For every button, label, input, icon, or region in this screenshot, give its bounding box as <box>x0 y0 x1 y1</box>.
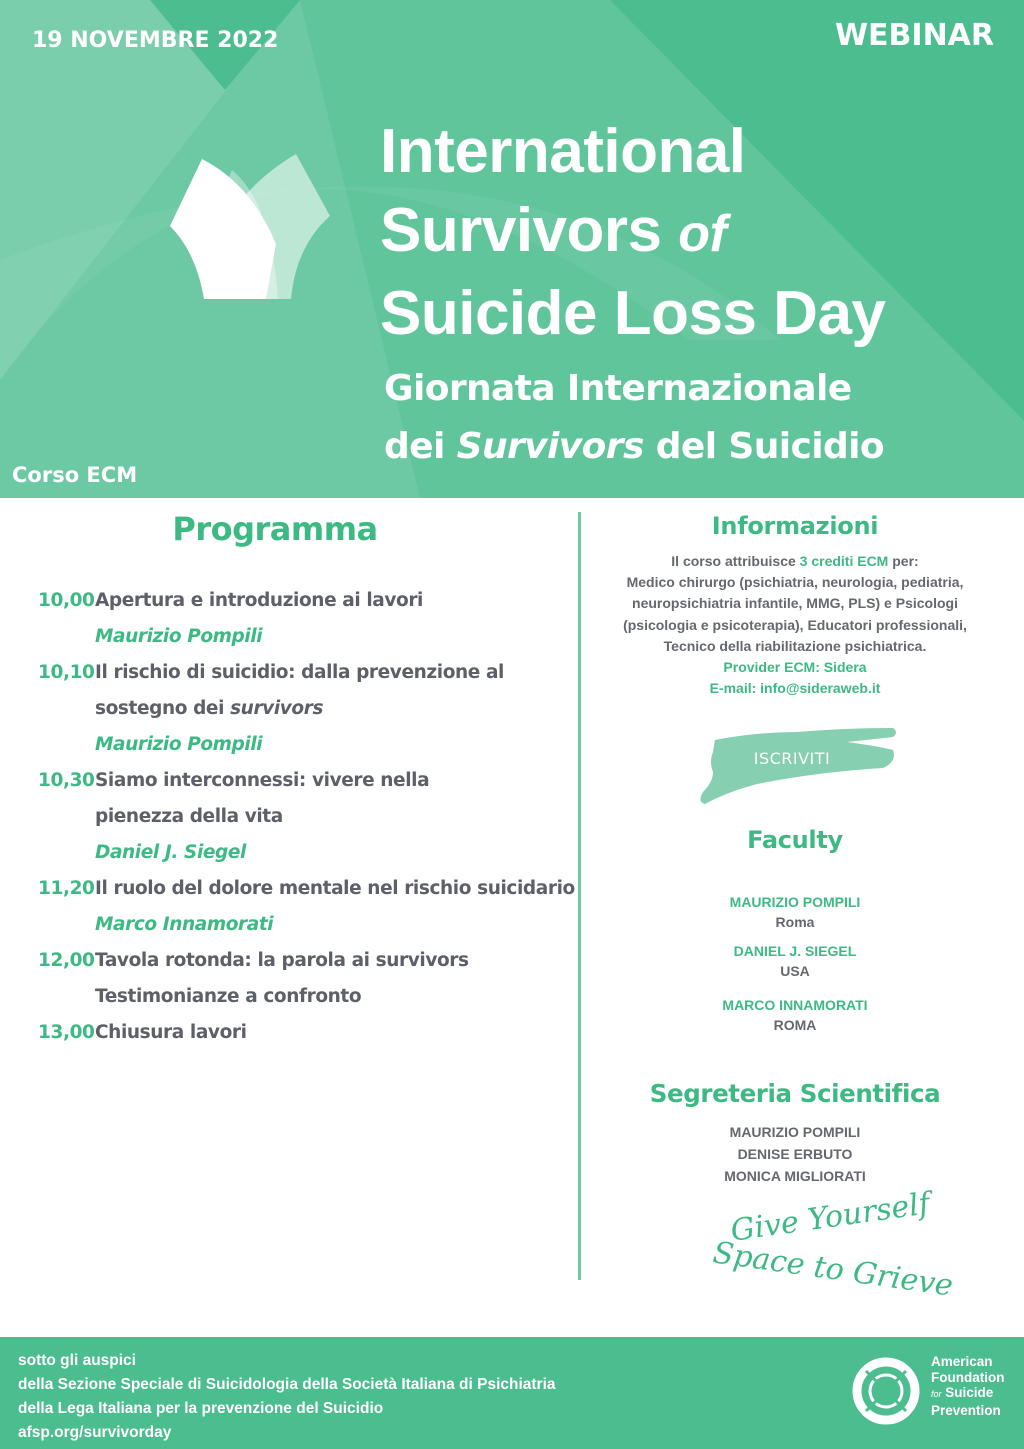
org-suicide: Suicide <box>941 1385 994 1400</box>
footer-line: della Sezione Speciale di Suicidologia della Società Italiana di Psichiatria <box>18 1376 556 1393</box>
program-time: 13,00 <box>38 1022 95 1043</box>
faculty-name: MAURIZIO POMPILI <box>729 894 861 910</box>
info-title: Informazioni <box>711 512 879 540</box>
program-time: 12,00 <box>38 950 95 971</box>
petals-logo-icon <box>166 154 336 304</box>
program-speaker: Marco Innamorati <box>95 914 274 935</box>
info-line: Tecnico della riabilitazione psichiatrica. <box>663 637 927 654</box>
program-item <box>38 655 583 763</box>
program-topic-continued: pienezza della vita <box>95 806 283 827</box>
subtitle-line-1: Giornata Internazionale <box>384 368 852 409</box>
info-text <box>595 551 995 699</box>
secretariat-title: Segreteria Scientifica <box>649 1079 941 1108</box>
secretariat-member: MAURIZIO POMPILI <box>729 1124 861 1140</box>
program-time: 10,30 <box>38 770 95 791</box>
secretariat-list <box>595 1121 995 1187</box>
footer-line: della Lega Italiana per la prevenzione del Suicidio <box>18 1400 384 1417</box>
program-speaker: Daniel J. Siegel <box>95 842 246 863</box>
program-title: Programma <box>172 510 378 548</box>
tagline-line-1: Give Yourself <box>728 1186 932 1249</box>
program-speaker: Maurizio Pompili <box>95 626 263 647</box>
info-line: Medico chirurgo (psichiatria, neurologia, pediatria, <box>626 574 964 591</box>
program-topic: Apertura e introduzione ai lavori <box>95 590 423 611</box>
footer-line: sotto gli auspici <box>18 1352 136 1369</box>
program-topic-text: sostegno dei <box>95 698 231 719</box>
afsp-org-name <box>931 1354 1004 1418</box>
info-line: neuropsichiatria infantile, MMG, PLS) e Psicologi <box>632 595 958 612</box>
title-connector-of: of <box>678 205 727 263</box>
subtitle-post: del Suicidio <box>643 426 884 467</box>
footer <box>0 1337 1024 1449</box>
program-item <box>38 583 583 655</box>
faculty-member <box>595 997 995 1033</box>
event-subtitle <box>384 360 884 476</box>
register-button[interactable] <box>697 722 899 810</box>
course-label: Corso ECM <box>12 463 138 487</box>
program-item <box>38 763 583 871</box>
info-provider: Provider ECM: Sidera <box>723 659 867 676</box>
program-item <box>38 943 583 1015</box>
program-time: 10,00 <box>38 590 95 611</box>
org-line <box>931 1385 1004 1403</box>
tagline-script <box>700 1186 956 1318</box>
program-topic: Tavola rotonda: la parola ai survivors <box>95 950 469 971</box>
subtitle-line-2 <box>384 418 884 476</box>
header-banner <box>0 0 1024 498</box>
faculty-location: Roma <box>775 914 815 930</box>
program-item <box>38 1015 583 1051</box>
faculty-location: ROMA <box>773 1017 817 1033</box>
program-topic: Il ruolo del dolore mentale nel rischio suicidario <box>95 878 575 899</box>
subtitle-pre: dei <box>384 426 457 467</box>
subtitle-italic: Survivors <box>456 426 644 467</box>
footer-patronage <box>18 1349 556 1445</box>
event-title <box>380 112 885 353</box>
org-for: for <box>931 1389 942 1399</box>
program-time: 10,10 <box>38 662 95 683</box>
org-line: Prevention <box>931 1402 1001 1418</box>
program-speaker: Maurizio Pompili <box>95 734 263 755</box>
program-time: 11,20 <box>38 878 95 899</box>
info-intro-text: Il corso attribuisce <box>671 553 800 569</box>
life-ring-icon <box>852 1357 920 1425</box>
faculty-title: Faculty <box>747 826 843 854</box>
column-divider <box>578 512 581 1280</box>
info-credits: 3 crediti ECM <box>799 553 889 569</box>
faculty-member <box>595 943 995 979</box>
title-survivors: Survivors <box>380 196 662 265</box>
org-line: American <box>931 1354 993 1369</box>
secretariat-member: MONICA MIGLIORATI <box>724 1168 866 1184</box>
program-list <box>38 583 583 1051</box>
faculty-name: MARCO INNAMORATI <box>722 997 868 1013</box>
faculty-member <box>595 894 995 930</box>
program-topic: Chiusura lavori <box>95 1022 247 1043</box>
tagline-line-2: Space to Grieve <box>710 1235 956 1304</box>
info-email[interactable]: E-mail: info@sideraweb.it <box>709 680 881 697</box>
program-item <box>38 871 583 943</box>
secretariat-member: DENISE ERBUTO <box>737 1146 853 1162</box>
program-topic-italic: survivors <box>230 698 324 719</box>
program-topic: Siamo interconnessi: vivere nella <box>95 770 430 791</box>
program-topic: Il rischio di suicidio: dalla prevenzione al <box>95 662 504 683</box>
org-line: Foundation <box>931 1369 1005 1385</box>
info-line: (psicologia e psicoterapia), Educatori professionali, <box>623 616 967 633</box>
title-line-1: International <box>380 117 746 186</box>
event-type-label: WEBINAR <box>834 18 994 53</box>
register-button-label: ISCRIVITI <box>753 749 831 768</box>
title-line-3: Suicide Loss Day <box>380 279 886 348</box>
program-topic-continued <box>95 691 583 727</box>
info-credits-line <box>595 551 995 572</box>
faculty-name: DANIEL J. SIEGEL <box>733 943 857 959</box>
event-date: 19 NOVEMBRE 2022 <box>32 28 279 53</box>
faculty-location: USA <box>780 963 810 979</box>
footer-website-link[interactable]: afsp.org/survivorday <box>18 1424 172 1441</box>
title-line-2 <box>380 191 885 274</box>
program-topic-continued: Testimonianze a confronto <box>95 986 362 1007</box>
info-intro-post: per: <box>888 553 919 569</box>
